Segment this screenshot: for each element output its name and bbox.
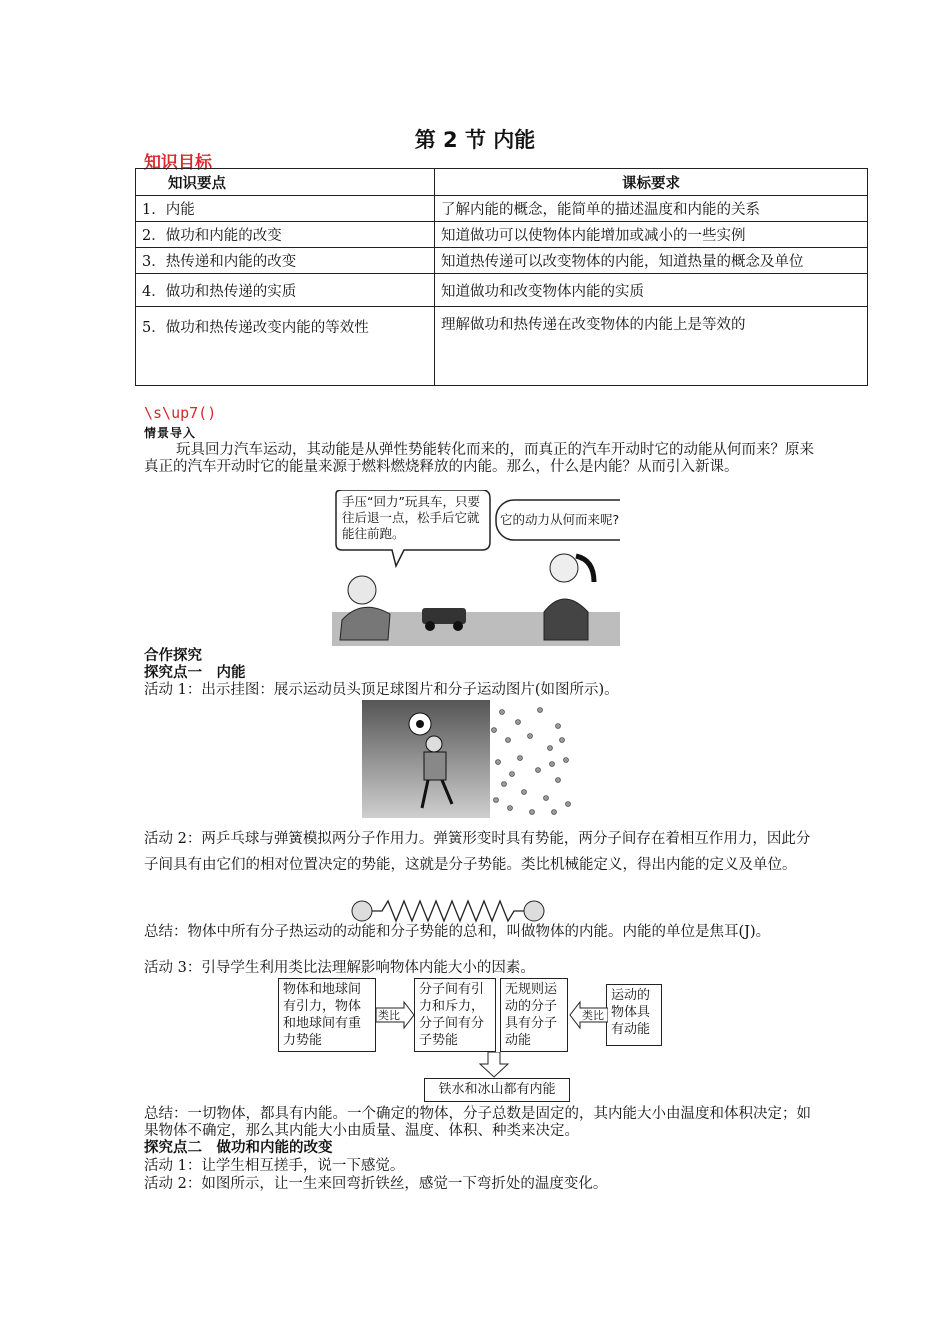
p2-activity2-text: 活动 2：如图所示，让一生来回弯折铁丝，感觉一下弯折处的温度变化。 — [144, 1176, 608, 1192]
intro-paragraph: 玩具回力汽车运动，其动能是从弹性势能转化而来的，而真正的汽车开动时它的动能从何而来？原来真正的汽车开动时它的能量来源于燃料燃烧释放的内能。那么，什么是内能？从而引入新课。 — [144, 442, 814, 475]
flow-box-molecular-motion: 无规则运动的分子具有分子动能 — [500, 978, 568, 1052]
table-cell: 4．做功和热传递的实质 — [136, 274, 435, 307]
activity3-text: 活动 3：引导学生利用类比法理解影响物体内能大小的因素。 — [144, 960, 535, 976]
table-cell: 3．热传递和内能的改变 — [136, 248, 435, 274]
table-header: 课标要求 — [435, 169, 868, 196]
football-molecule-illustration — [362, 700, 574, 818]
p2-activity1-text: 活动 1：让学生相互搓手，说一下感觉。 — [144, 1158, 405, 1174]
table-cell: 知道做功可以使物体内能增加或减小的一些实例 — [435, 222, 868, 248]
flow-box-gravity: 物体和地球间有引力，物体和地球间有重力势能 — [278, 978, 376, 1052]
spring-illustration — [350, 898, 546, 924]
equation-code: \s\up7() — [144, 404, 217, 422]
knowledge-table — [135, 168, 868, 386]
table-cell: 1．内能 — [136, 196, 435, 222]
table-row — [136, 222, 868, 248]
flow-box-conclusion: 铁水和冰山都有内能 — [424, 1078, 570, 1102]
summary1-text: 总结：物体中所有分子热运动的动能和分子势能的总和，叫做物体的内能。内能的单位是焦耳(J)。 — [144, 924, 771, 940]
table-row — [136, 196, 868, 222]
speech-bubble-right: 它的动力从何而来呢? — [500, 512, 620, 527]
point2-heading: 探究点二 做功和内能的改变 — [144, 1140, 333, 1156]
table-cell: 2．做功和内能的改变 — [136, 222, 435, 248]
table-cell: 知道热传递可以改变物体的内能，知道热量的概念及单位 — [435, 248, 868, 274]
table-header: 知识要点 — [136, 169, 435, 196]
analogy-flow-diagram — [278, 978, 670, 1102]
analogy-label-left: 类比 — [378, 1009, 400, 1022]
activity1-text: 活动 1：出示挂图：展示运动员头顶足球图片和分子运动图片(如图所示)。 — [144, 682, 619, 698]
table-row — [136, 274, 868, 307]
arrow-down-icon — [478, 1052, 510, 1078]
table-cell: 知道做功和改变物体内能的实质 — [435, 274, 868, 307]
spring-figure — [350, 898, 546, 924]
cartoon-figure — [332, 490, 620, 646]
flow-box-kinetic: 运动的物体具有动能 — [606, 984, 662, 1046]
speech-bubble-left: 手压“回力”玩具车，只要往后退一点，松手后它就能往前跑。 — [342, 494, 480, 541]
table-cell: 了解内能的概念，能简单的描述温度和内能的关系 — [435, 196, 868, 222]
flow-box-molecular-force: 分子间有引力和斥力，分子间有分子势能 — [414, 978, 496, 1052]
football-molecule-figure — [362, 700, 574, 818]
table-row — [136, 248, 868, 274]
table-row — [136, 307, 868, 386]
knowledge-heading: 知识目标 — [144, 153, 212, 173]
analogy-label-right: 类比 — [582, 1009, 604, 1022]
activity2-text: 活动 2：两乒乓球与弹簧模拟两分子作用力。弹簧形变时具有势能，两分子间存在着相互作用力，因此分子间具有由它们的相对位置决定的势能，这就是分子势能。类比机械能定义，得出内能的定义及单位。 — [144, 831, 811, 873]
point1-heading: 探究点一 内能 — [144, 665, 246, 681]
table-cell: 理解做功和热传递在改变物体的内能上是等效的 — [435, 307, 868, 386]
table-cell: 5．做功和热传递改变内能的等效性 — [136, 307, 435, 386]
summary2-text: 总结：一切物体，都具有内能。一个确定的物体，分子总数是固定的，其内能大小由温度和体积决定；如果物体不确定，那么其内能大小由质量、温度、体积、种类来决定。 — [144, 1106, 811, 1139]
coop-heading: 合作探究 — [144, 648, 202, 664]
page-title: 第 2 节 内能 — [414, 128, 536, 152]
scene-heading: 情景导入 — [144, 426, 197, 440]
table-header-row — [136, 169, 868, 196]
